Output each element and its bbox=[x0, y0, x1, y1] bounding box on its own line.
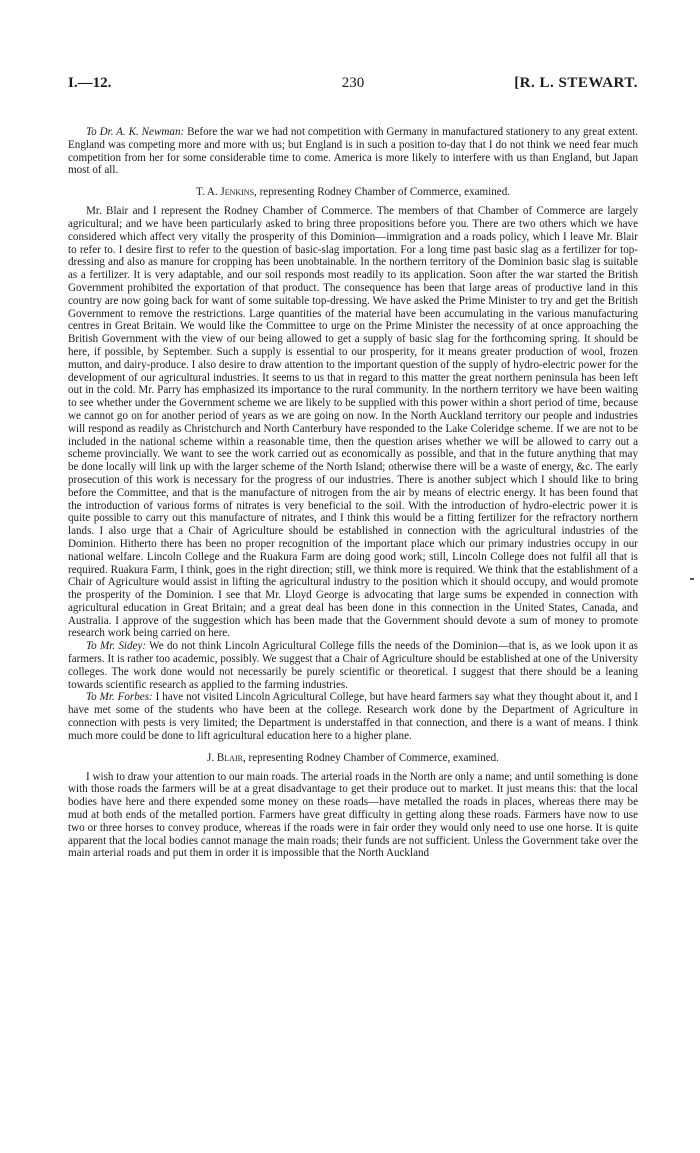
witness-description: , representing Rodney Chamber of Commerce, examined. bbox=[242, 751, 499, 764]
answer-text: We do not think Lincoln Agricultural College fills the needs of the Dominion—that is, as we look upon it as farmers. It is rather too academic, possibly. We suggest that a Chair of Agriculture should be established at one of the University colleges. The work done would not necessarily be purely scientific or theoretical. I suggest that there should be a leaning towards scientific research as applied to the farming industries. bbox=[68, 640, 638, 691]
speaker-reference: [R. L. STEWART. bbox=[514, 75, 638, 91]
questioner-label: To Dr. A. K. Newman: bbox=[86, 126, 185, 138]
answer-text: Before the war we had not competition with Germany in manufactured stationery to any great extent. England was competing more and more with us; but England is in such a position to-day that I do not think we need fear much competition from her for some considerable time to come. America is more likely to interfere with us than England, but Japan most of all. bbox=[68, 126, 638, 177]
questioner-label: To Mr. Forbes: bbox=[86, 691, 153, 704]
witness-heading-jenkins bbox=[68, 186, 638, 199]
witness-name: J. Blair bbox=[207, 751, 243, 764]
page-header bbox=[68, 75, 638, 97]
paper-reference: I.—12. bbox=[68, 75, 112, 91]
margin-mark bbox=[690, 578, 694, 580]
witness-description: , representing Rodney Chamber of Commerce, examined. bbox=[254, 186, 511, 199]
document-body bbox=[68, 126, 638, 860]
witness-heading-blair bbox=[68, 752, 638, 765]
witness-name: T. A. Jenkins bbox=[195, 186, 255, 199]
newman-answer bbox=[68, 126, 638, 177]
jenkins-statement: Mr. Blair and I represent the Rodney Chamber of Commerce. The members of that Chamber of Commerce are largely agricultural; and we have been particularly asked to bring three propositions before you. There are two others which we have considered which affect very vitally the prosperity of this Dominion—immigration and a roads policy, which I leave Mr. Blair to refer to. I desire first to refer to the question of basic-slag importation. For a long time past basic slag as a fertilizer for top-dressing and also as manure for cropping has been unobtainable. In the northern territory of the Dominion basic slag is suitable as a fertilizer. It is very adaptable, and our soil responds most readily to its application. Soon after the war started the British Government prohibited the exportation of that product. The consequence has been that large areas of productive land in this country are now going back for want of some suitable top-dressing. We have asked the Prime Minister to try and get the British Government to remove the restrictions. Large quantities of the material have been accumulating in the various manufacturing centres in Great Britain. We would like the Committee to urge on the Prime Minister the necessity of at once approaching the British Government with the view of our being allowed to get a supply of basic slag for the forthcoming spring. It should be here, if possible, by September. Such a supply is essential to our prosperity, for it means greater production of wool, frozen mutton, and dairy-produce. I also desire to draw attention to the important question of the supply of hydro-electric power for the development of our agricultural industries. It seems to us that in regard to this matter the great northern peninsula has been left out in the cold. Mr. Parry has emphasized its importance to the rural community. In the northern territory we have been waiting to see whether under the Government scheme we are likely to be supplied with this power within a short period of time, because we cannot go on for another period of years as we are going on now. In the North Auckland territory our people and industries will respond as readily as Christchurch and North Canterbury have responded to the Lake Coleridge scheme. If we are not to be included in the national scheme within a reasonable time, then the question arises whether we will be allowed to carry out a scheme provincially. We want to see the work carried out as economically as possible, and that in the future anything that may be done locally will link up with the larger scheme of the North Island; otherwise there will be a waste of energy, &c. The early prosecution of this work is necessary for the progress of our industries. There is another subject which I should like to bring before the Committee, and that is the manufacture of nitrogen from the air by means of electric energy. It has been found that the introduction of various forms of nitrates is very beneficial to the soil. With the introduction of hydro-electric power it is quite possible to carry out this manufacture of nitrates, and I think this would be a fitting fertilizer for the refractory northern lands. I also urge that a Chair of Agriculture should be established in connection with the agricultural industries of the Dominion. Hitherto there has been no proper recognition of the important place which our primary industries occupy in our national welfare. Lincoln College and the Ruakura Farm are doing good work; still, Lincoln College does not fulfil all that is required. Ruakura Farm, I think, goes in the right direction; still, we think more is required. We think that the establishment of a Chair of Agriculture would assist in lifting the agricultural industry to the position which it should occupy, and would promote the prosperity of the Dominion. I see that Mr. Lloyd George is advocating that large sums be expended in connection with agricultural education in Great Britain; and a great deal has been done in this connection in the United States, Canada, and Australia. I approve of the suggestion which has been made that the Government should devote a sum of money to promote research work being carried on here. bbox=[68, 205, 638, 640]
sidey-answer bbox=[68, 640, 638, 691]
blair-statement: I wish to draw your attention to our main roads. The arterial roads in the North are only a name; and until something is done with those roads the farmers will be at a great disadvantage to get their produce out to market. It just means this: that the local bodies have here and there expended some money on these roads—have metalled the roads in places, whereas there may be mud at both ends of the metalled portion. Farmers have great difficulty in getting along these roads. Farmers have now to use two or three horses to convey produce, whereas if the roads were in fair order they would only need to use one horse. It is quite apparent that the local bodies cannot manage the main roads; their funds are not sufficient. Unless the Government take over the main arterial roads and put them in order it is impossible that the North Auckland bbox=[68, 770, 638, 860]
forbes-answer bbox=[68, 691, 638, 742]
questioner-label: To Mr. Sidey: bbox=[86, 640, 147, 653]
page-number: 230 bbox=[341, 75, 365, 91]
answer-text: I have not visited Lincoln Agricultural College, but have heard farmers say what they thought about it, and I have met some of the students who have been at the college. Research work done by the Department of Agriculture in connection with pests is very limited; the Department is understaffed in that connection, and there is a want of means. I think much more could be done to lift agricultural education here to a higher plane. bbox=[68, 691, 638, 742]
